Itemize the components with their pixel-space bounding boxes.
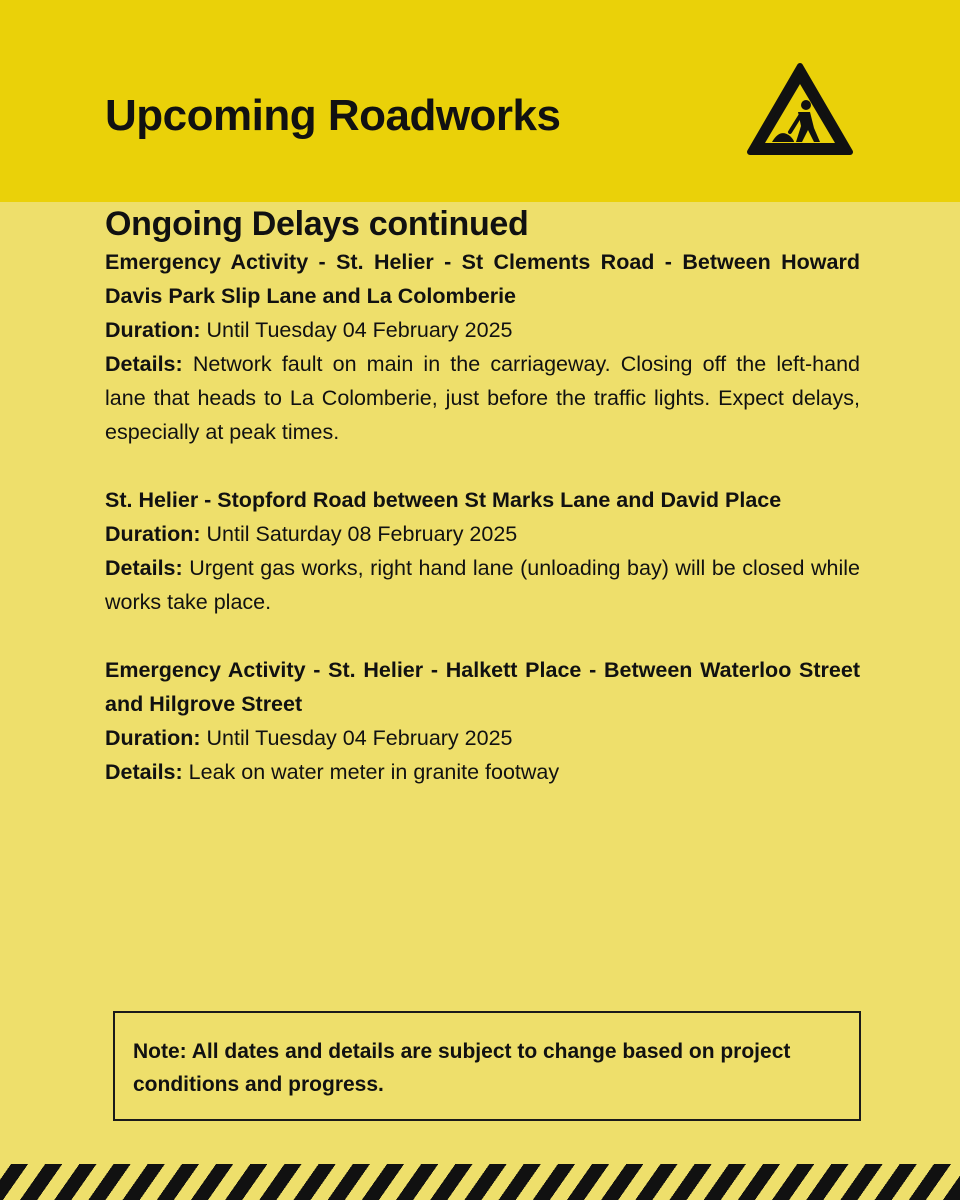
roadworks-entry [105,653,860,789]
header-banner [0,0,960,202]
details-value: Leak on water meter in granite footway [188,760,560,784]
entry-duration [105,517,860,551]
roadworks-warning-icon [746,62,854,158]
duration-value: Until Tuesday 04 February 2025 [206,318,513,342]
roadworks-entry [105,245,860,449]
details-value: Urgent gas works, right hand lane (unloading bay) will be closed while works take place. [105,556,860,614]
entry-details [105,551,860,619]
duration-value: Until Tuesday 04 February 2025 [206,726,513,750]
entry-title: Emergency Activity - St. Helier - Halkett Place - Between Waterloo Street and Hilgrove Street [105,658,860,716]
roadworks-entry [105,483,860,619]
duration-label: Duration: [105,522,201,546]
duration-label: Duration: [105,318,201,342]
entry-details [105,755,860,789]
note-text: Note: All dates and details are subject to change based on project conditions and progress. [133,1040,791,1096]
hazard-stripe-divider [0,1164,960,1200]
section-title: Ongoing Delays continued [105,205,529,243]
duration-label: Duration: [105,726,201,750]
entry-duration [105,313,860,347]
entry-title: Emergency Activity - St. Helier - St Clements Road - Between Howard Davis Park Slip Lane and La Colomberie [105,250,860,308]
content-area [105,203,860,789]
note-box [113,1011,861,1121]
entry-details [105,347,860,449]
details-label: Details: [105,352,183,376]
details-label: Details: [105,556,183,580]
duration-value: Until Saturday 08 February 2025 [206,522,518,546]
page-title: Upcoming Roadworks [105,91,561,140]
details-label: Details: [105,760,183,784]
entry-title: St. Helier - Stopford Road between St Marks Lane and David Place [105,488,782,512]
details-value: Network fault on main in the carriageway. Closing off the left-hand lane that heads to La Colomberie, just before the traffic lights. Expect delays, especially at peak times. [105,352,860,444]
entry-duration [105,721,860,755]
